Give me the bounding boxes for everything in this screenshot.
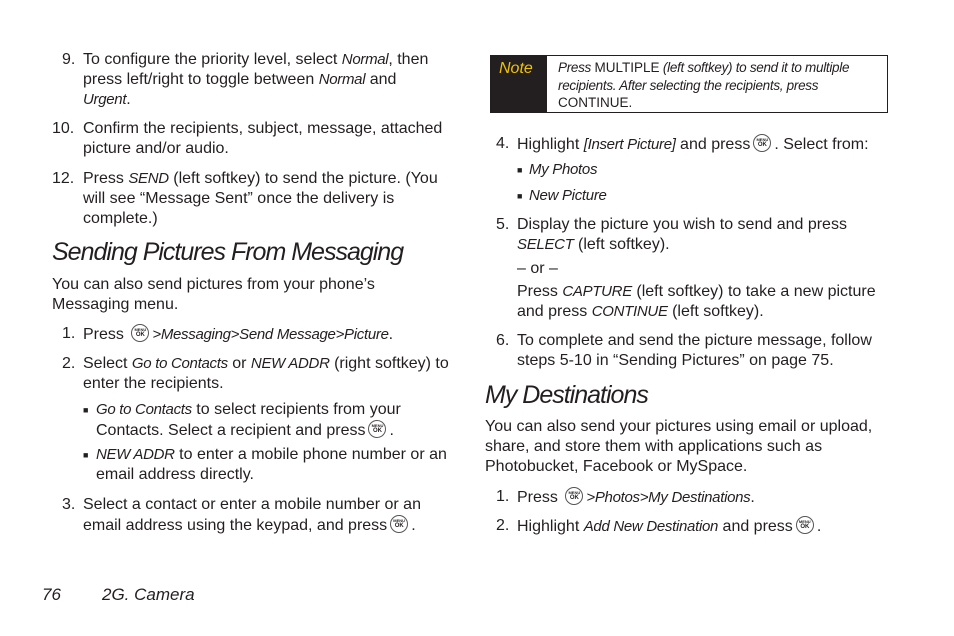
- menu-ok-icon: MENU OK: [753, 134, 771, 152]
- intro-paragraph: You can also send pictures from your phone’s Messaging menu.: [52, 276, 375, 313]
- menu-ok-icon: MENU OK: [390, 515, 408, 533]
- destinations-intro: You can also send your pictures using email or upload, share, and store them with applications such as Photobucket, Facebook or MySpace.: [485, 418, 873, 475]
- menu-ok-icon: MENU OK: [368, 420, 386, 438]
- note-text: Press MULTIPLE (left softkey) to send it to multiple recipients. After selecting the recipients, press CONTINUE.: [558, 60, 850, 110]
- note-label: Note: [491, 56, 547, 112]
- note-box: [490, 55, 888, 113]
- section-heading-my-destinations: My Destinations: [485, 381, 648, 409]
- page-number: 76: [42, 585, 61, 604]
- section-name: 2G. Camera: [102, 585, 195, 604]
- menu-ok-icon: MENU OK: [565, 487, 583, 505]
- menu-ok-icon: MENU OK: [796, 516, 814, 534]
- menu-ok-icon: MENU OK: [131, 324, 149, 342]
- section-heading-sending-pictures: Sending Pictures From Messaging: [52, 238, 404, 266]
